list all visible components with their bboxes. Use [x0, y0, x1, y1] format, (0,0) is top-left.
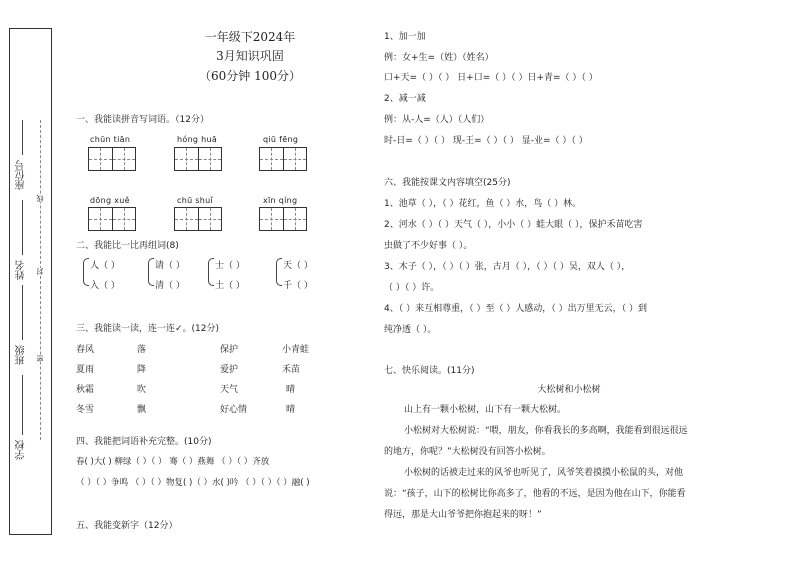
- match-word[interactable]: 飘: [137, 405, 147, 415]
- r2-line: 时-日=（ ）（ ） 现-王=（ ）（ ） 显-业=（ ）（ ）: [384, 136, 588, 146]
- name-blank-line: [22, 200, 23, 255]
- match-word[interactable]: 降: [137, 365, 147, 375]
- match-word[interactable]: 禾苗: [282, 365, 301, 375]
- seat-label: 座位号: [16, 160, 27, 190]
- exam-time-score: （60分钟 100分）: [199, 69, 301, 83]
- writing-grid-1[interactable]: [88, 147, 136, 171]
- compare-2a: 请（ ）: [155, 261, 185, 271]
- q6-title: 六、我能按课文内容填空(25分): [384, 178, 511, 188]
- pinyin-6: xīn qíng: [263, 196, 298, 205]
- pinyin-5: chū shuǐ: [177, 196, 214, 205]
- match-word[interactable]: 天气: [220, 385, 239, 395]
- match-word[interactable]: 冬雪: [76, 405, 95, 415]
- q2-title: 二、我能比一比再组词(8): [76, 241, 179, 251]
- match-word[interactable]: 晴: [286, 405, 296, 415]
- pinyin-3: qiū fēng: [263, 135, 299, 144]
- story-para-2-cont: 的地方，你呢？”大松树没有回答小松树。: [384, 447, 551, 457]
- exam-subtitle: 3月知识巩固: [216, 49, 284, 63]
- match-word[interactable]: 落: [137, 345, 147, 355]
- compare-1b: 入（ ）: [90, 281, 120, 291]
- pinyin-1: chūn tiān: [90, 135, 131, 144]
- match-word[interactable]: 爱护: [220, 365, 239, 375]
- brace-2: [148, 258, 154, 286]
- q3-title: 三、我能读一读，连一连✓。(12分): [76, 324, 220, 334]
- brace-3: [208, 258, 214, 286]
- cut-word-feng: 封: [36, 268, 44, 275]
- school-blank-line: [22, 375, 23, 435]
- compare-4a: 天（ ）: [283, 261, 313, 271]
- q6-item-4-cont: 纯净透（ ）。: [384, 325, 437, 335]
- match-word[interactable]: 吹: [137, 385, 147, 395]
- story-para-3-end: 得远，那是大山爷爷把你抱起来的呀！”: [384, 510, 542, 520]
- q6-item-3-cont: （ ）（ ）许。: [384, 283, 440, 293]
- brace-1: [83, 258, 89, 286]
- compare-2b: 清（ ）: [155, 281, 185, 291]
- match-word[interactable]: 晴: [286, 385, 296, 395]
- story-para-3-cont: 说：“孩子，山下的松树比你高多了，他看的不远，是因为他在山下，你能看: [384, 489, 686, 499]
- q4-line-1: 春( )大( ) 柳绿（ ）（ ） 骞（ ）燕舞 （ ）（ ）齐放: [76, 457, 270, 467]
- q6-item-4: 4、（ ）来互相尊重，（ ）至（ ）人感动，（ ）出万里无云，（ ）到: [384, 304, 648, 314]
- r2-example: 例：从-人=（人）（人们）: [384, 115, 490, 125]
- q5-title: 五、我能变新字（12分）: [76, 521, 178, 531]
- compare-3b: 土（ ）: [215, 281, 245, 291]
- pinyin-4: dōng xuě: [90, 196, 130, 205]
- writing-grid-5[interactable]: [174, 207, 222, 231]
- pinyin-2: hóng huā: [177, 135, 218, 144]
- q6-item-3: 3、木子（ ），（ ）（ ）张，古月（ ），（ ）（ ）吴，双人（ ），: [384, 262, 631, 272]
- match-word[interactable]: 小青蛙: [282, 345, 310, 355]
- cut-word-mi: 密: [36, 355, 44, 362]
- cut-line: [40, 120, 41, 440]
- class-blank-line: [22, 285, 23, 340]
- story-title: 大松树和小松树: [537, 385, 601, 395]
- compare-1a: 人（ ）: [90, 261, 120, 271]
- q6-item-2-cont: 虫做了不少好事（ ）。: [384, 241, 473, 251]
- match-word[interactable]: 春风: [76, 345, 95, 355]
- class-label: 班级: [16, 345, 27, 365]
- school-label: 学校: [16, 440, 27, 460]
- q1-title: 一、我能读拼音写词语。（12分）: [76, 115, 209, 125]
- r1-example: 例：女+生=（姓）（姓名）: [384, 53, 494, 63]
- story-para-3: 小松树的话被走过来的风爷也听见了，风爷笑着摸摸小松鼠的头，对他: [404, 468, 684, 478]
- writing-grid-4[interactable]: [88, 207, 136, 231]
- writing-grid-2[interactable]: [174, 147, 222, 171]
- match-word[interactable]: 夏雨: [76, 365, 95, 375]
- cut-word-xian: 线: [36, 195, 44, 202]
- exam-grade-title: 一年级下2024年: [204, 30, 296, 44]
- seat-blank-line: [22, 120, 23, 155]
- name-label: 姓名: [16, 260, 27, 280]
- q7-title: 七、快乐阅读。(11分): [384, 366, 475, 376]
- story-para-2: 小松树对大松树说：“喂，朋友，你看我长的多高啊，我能看到很远很远: [404, 426, 688, 436]
- compare-3a: 士（ ）: [215, 261, 245, 271]
- r1-line: 口+天=（ ）（ ） 日+口=（ ）（ ）日+青=（ ）（ ）: [384, 73, 598, 83]
- writing-grid-3[interactable]: [259, 147, 307, 171]
- q6-item-1: 1、池草（ ），（ ）花红，鱼（ ）水，鸟（ ）林。: [384, 199, 582, 209]
- q6-item-2: 2、河水（ ）（ ）天气（ ），小小（ ）蛙大眼（ ），保护禾苗吃害: [384, 220, 643, 230]
- q4-line-2: （ ）（ ）争鸣 （ ）（ ）物复( )（ ）水( )吟 （ ）（ ）（ ）融( ): [76, 478, 310, 488]
- compare-4b: 千（ ）: [283, 281, 313, 291]
- match-word[interactable]: 保护: [220, 345, 239, 355]
- match-word[interactable]: 好心情: [220, 405, 248, 415]
- r1-title: 1、加一加: [384, 32, 426, 42]
- brace-4: [276, 258, 282, 286]
- r2-title: 2、减一减: [384, 94, 426, 104]
- story-para-1: 山上有一颗小松树，山下有一颗大松树。: [404, 405, 567, 415]
- writing-grid-6[interactable]: [259, 207, 307, 231]
- match-word[interactable]: 秋霜: [76, 385, 95, 395]
- q4-title: 四、我能把词语补充完整。(10分): [76, 437, 212, 447]
